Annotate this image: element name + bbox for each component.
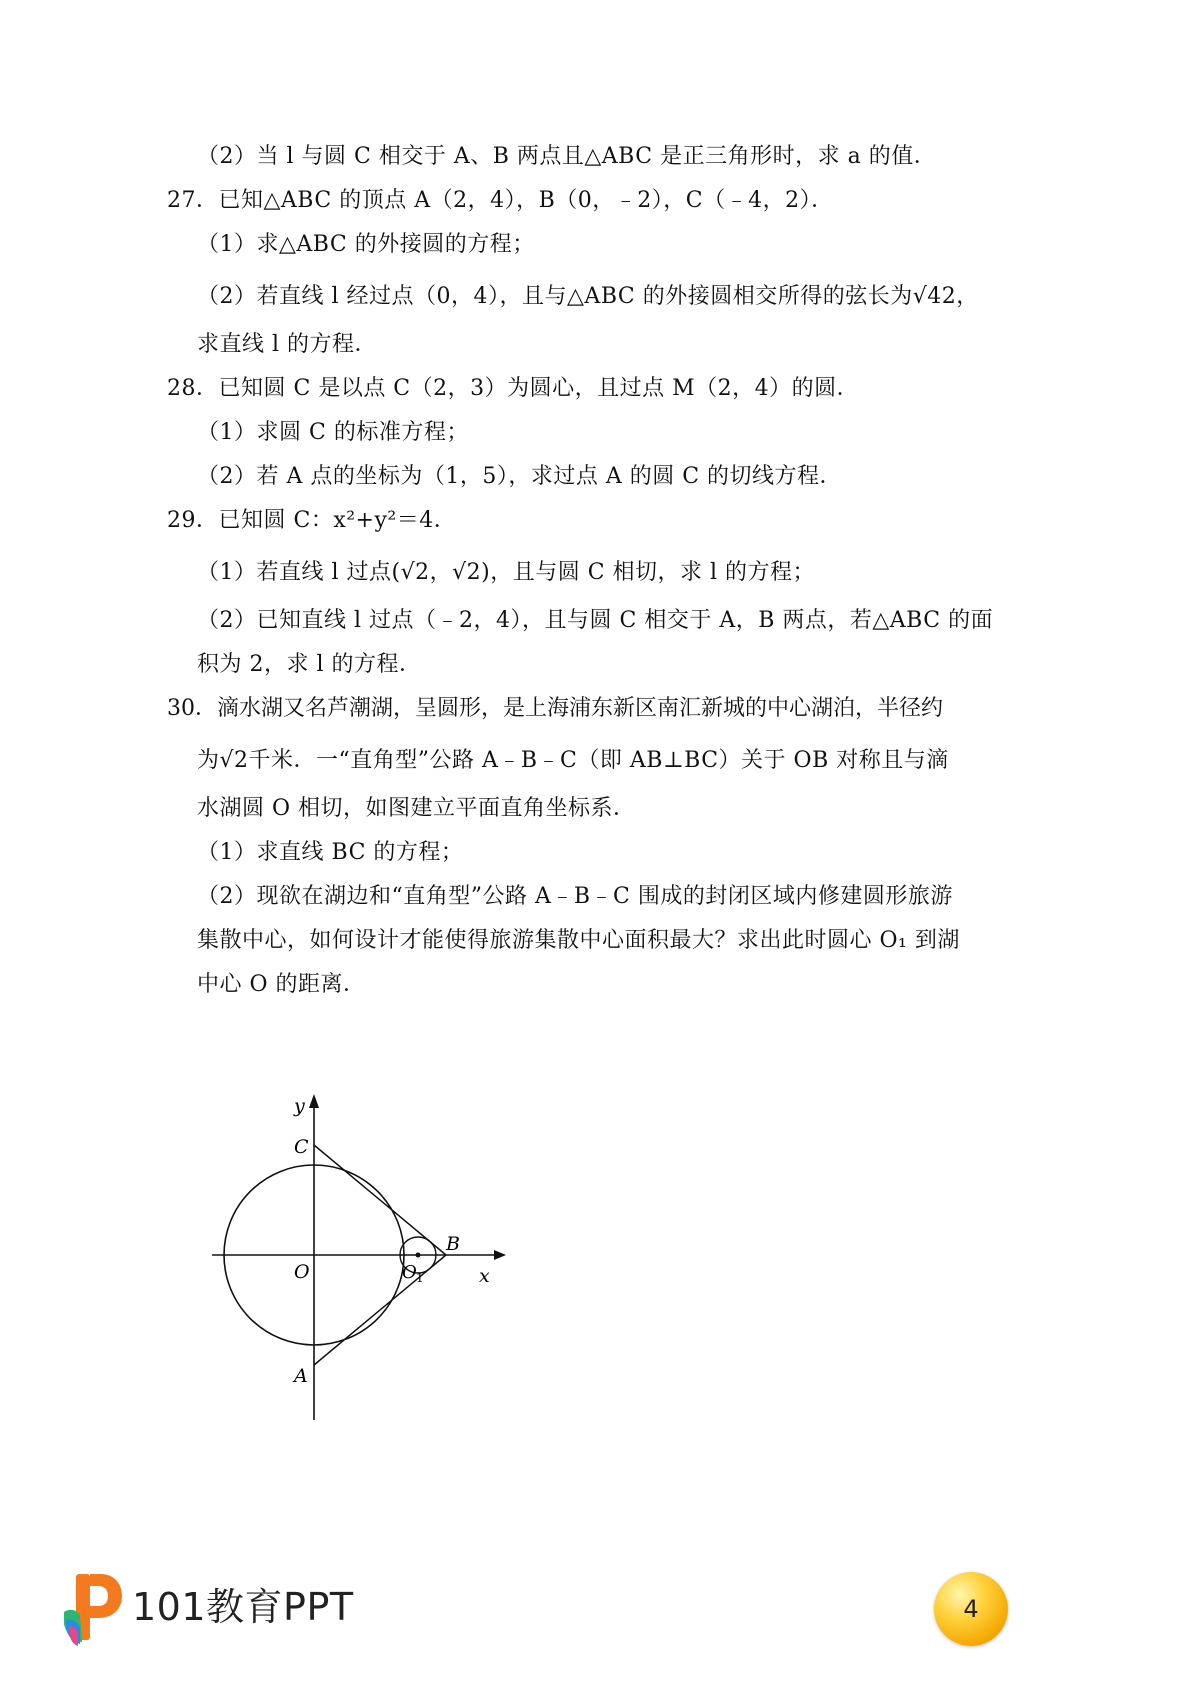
label-y: y (294, 1095, 305, 1117)
q29-stem: 29．已知圆 C：x²+y²＝4． (167, 508, 457, 533)
q30-stem: 30．滴水湖又名芦潮湖，呈圆形，是上海浦东新区南汇新城的中心湖泊，半径约 (167, 696, 943, 721)
coordinate-figure (212, 1092, 552, 1432)
q28-part1: （1）求圆 C 的标准方程； (197, 420, 469, 445)
x-axis-arrow (494, 1250, 506, 1260)
brand-name: 101教育PPT (132, 1585, 354, 1629)
page-number: 4 (963, 1595, 979, 1623)
page-number-badge (934, 1572, 1008, 1646)
label-O1: O (402, 1262, 417, 1283)
label-x: x (479, 1265, 490, 1287)
label-O1-subscript: 1 (416, 1271, 424, 1285)
center-point-O1 (416, 1253, 421, 1258)
q27-part1: （1）求△ABC 的外接圆的方程； (197, 232, 535, 257)
q28-part2: （2）若 A 点的坐标为（1，5），求过点 A 的圆 C 的切线方程． (197, 464, 843, 489)
q28-stem: 28．已知圆 C 是以点 C（2，3）为圆心，且过点 M（2，4）的圆． (167, 376, 860, 401)
q30-part2: （2）现欲在湖边和“直角型”公路 A﹣B﹣C 围成的封闭区域内修建圆形旅游 (197, 884, 953, 909)
label-A: A (294, 1365, 308, 1387)
q30-part2-cont2: 中心 O 的距离． (197, 972, 366, 997)
q27-part2: （2）若直线 l 经过点（0，4），且与△ABC 的外接圆相交所得的弦长为√42， (197, 284, 979, 309)
q30-stem-cont2: 水湖圆 O 相切，如图建立平面直角坐标系． (197, 796, 636, 821)
q26-part2: （2）当 l 与圆 C 相交于 A、B 两点且△ABC 是正三角形时，求 a 的值． (197, 144, 937, 169)
q29-part2-cont: 积为 2，求 l 的方程． (197, 652, 422, 677)
label-C: C (294, 1136, 309, 1158)
label-B: B (446, 1233, 460, 1255)
q29-part2: （2）已知直线 l 过点（﹣2，4），且与圆 C 相交于 A，B 两点，若△ABC 的面 (197, 608, 994, 633)
q29-part1: （1）若直线 l 过点(√2，√2)，且与圆 C 相切，求 l 的方程； (197, 560, 816, 585)
brand-logo (60, 1568, 380, 1648)
q30-stem-cont1: 为√2千米．一“直角型”公路 A﹣B﹣C（即 AB⊥BC）关于 OB 对称且与滴 (197, 748, 949, 773)
p-logo-icon (60, 1568, 126, 1648)
q30-part2-cont1: 集散中心，如何设计才能使得旅游集散中心面积最大？求出此时圆心 O₁ 到湖 (197, 928, 960, 953)
y-axis-arrow (309, 1094, 319, 1108)
q27-part2-cont: 求直线 l 的方程． (197, 332, 378, 357)
q30-part1: （1）求直线 BC 的方程； (197, 840, 464, 865)
label-O: O (294, 1261, 310, 1283)
q27-stem: 27．已知△ABC 的顶点 A（2，4），B（0，﹣2），C（﹣4，2）． (167, 188, 834, 213)
